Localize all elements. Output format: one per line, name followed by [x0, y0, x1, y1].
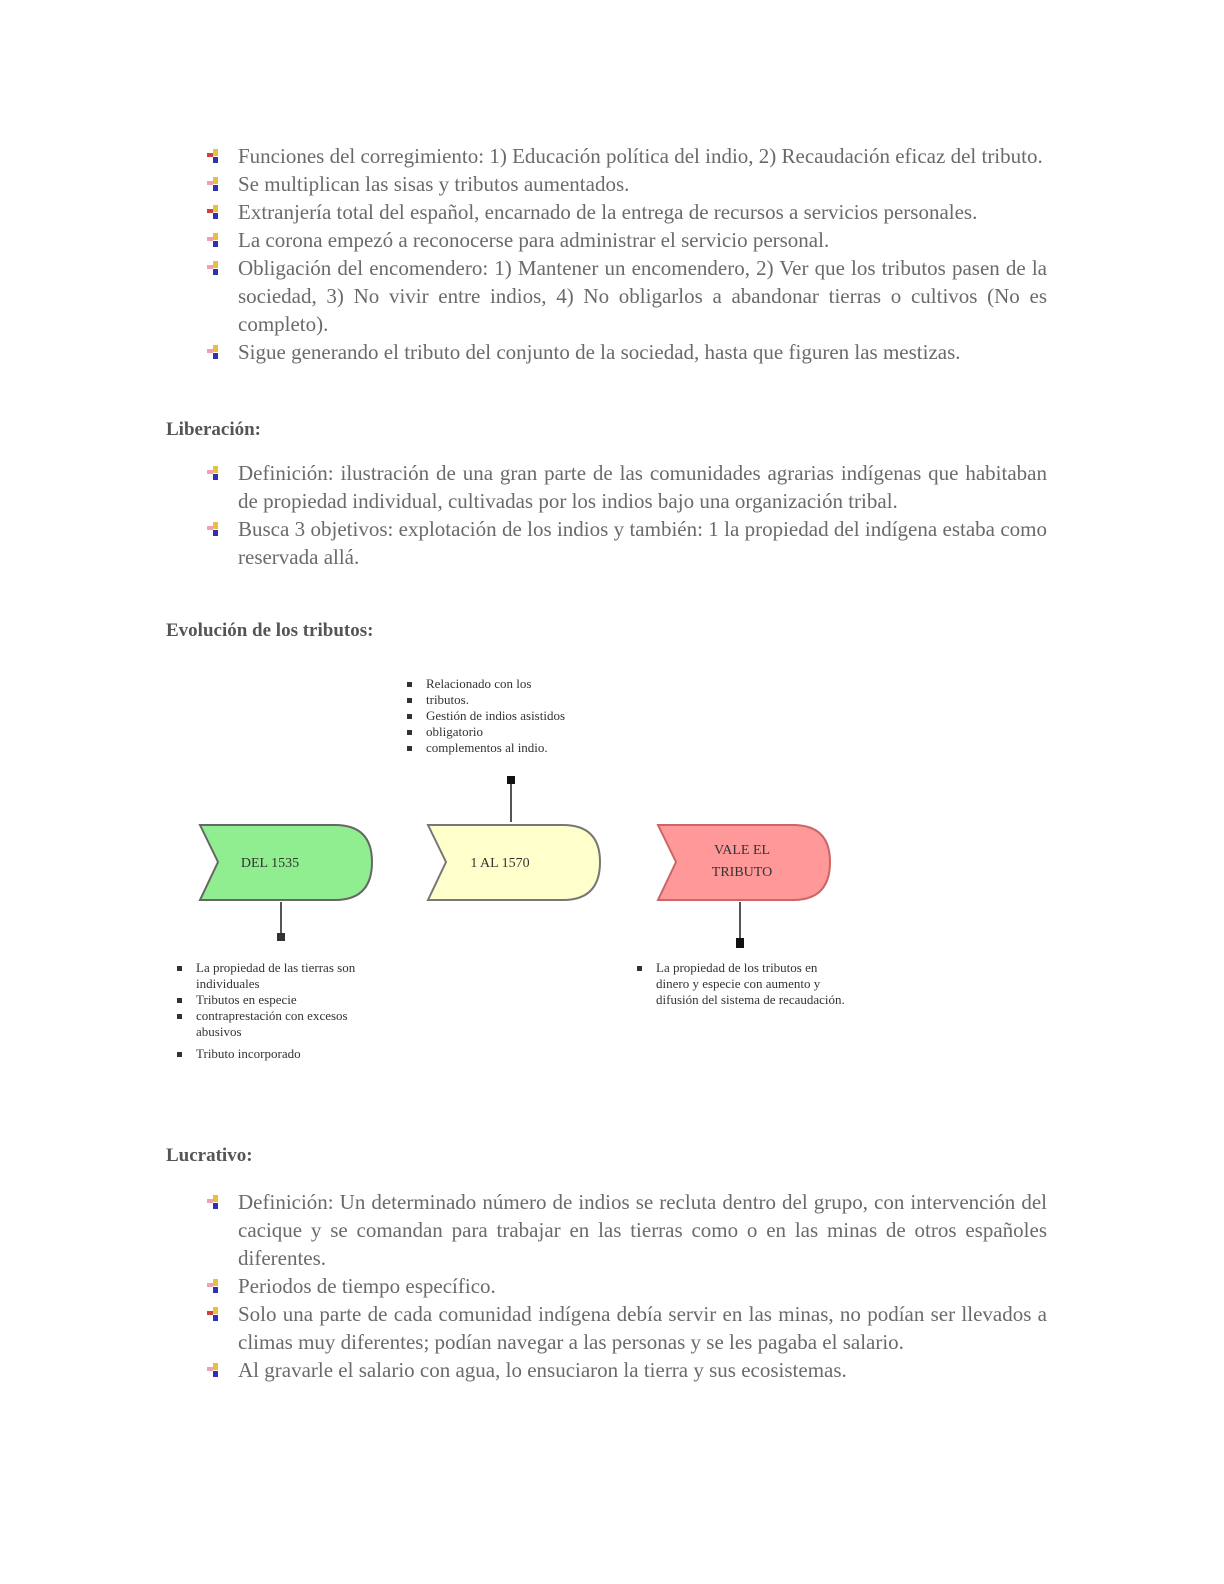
list-item-text: Periodos de tiempo específico.: [238, 1274, 496, 1298]
tribute-evolution-diagram: [0, 650, 1224, 1120]
note-item: Tributo incorporado: [174, 1046, 384, 1062]
list-item-text: Al gravarle el salario con agua, lo ensuciaron la tierra y sus ecosistemas.: [238, 1358, 847, 1382]
connector-top-node: [507, 776, 515, 784]
note-item: complementos al indio.: [404, 740, 629, 756]
bullet-icon: [207, 1361, 219, 1379]
bullet-list-2: [205, 459, 1047, 571]
section-heading-evolucion: Evolución de los tributos:: [166, 620, 374, 641]
connector-left-node: [277, 933, 285, 941]
bullet-icon: [207, 1305, 219, 1323]
list-item: [205, 170, 1047, 198]
list-item-text: Solo una parte de cada comunidad indígena debía servir en las minas, no podían ser llevados a climas muy diferentes; podían navegar a las personas y se les pagaba el salario.: [238, 1302, 1047, 1354]
bullet-icon: [207, 343, 219, 361]
bullet-icon: [207, 231, 219, 249]
bullet-icon: [207, 464, 219, 482]
bullet-icon: [207, 1193, 219, 1211]
bullet-icon: [207, 520, 219, 538]
list-item: [205, 1300, 1047, 1356]
bullet-icon: [207, 1277, 219, 1295]
list-item-text: Definición: Un determinado número de indios se recluta dentro del grupo, con intervención del cacique y se comandan para trabajar en las tierras como o en las minas de otros españoles diferentes.: [238, 1190, 1047, 1270]
note-item: contraprestación con excesos abusivos: [174, 1008, 384, 1040]
list-item-text: Funciones del corregimiento: 1) Educación política del indio, 2) Recaudación eficaz del tributo.: [238, 144, 1043, 168]
list-item-text: Extranjería total del español, encarnado de la entrega de recursos a servicios personales.: [238, 200, 978, 224]
list-item-text: Definición: ilustración de una gran parte de las comunidades agrarias indígenas que habitaban de propiedad individual, cultivadas por los indios bajo una organización tribal.: [238, 461, 1047, 513]
list-item: [205, 1188, 1047, 1272]
list-item: [205, 338, 1047, 366]
list-item: [205, 142, 1047, 170]
shape-left-label: DEL 1535: [240, 856, 300, 871]
bullet-list-3: [205, 1188, 1047, 1384]
shape-right-label-1: VALE EL: [713, 843, 771, 858]
list-item: [205, 198, 1047, 226]
list-item-text: La corona empezó a reconocerse para administrar el servicio personal.: [238, 228, 830, 252]
bullet-icon: [207, 259, 219, 277]
section-heading-lucro: Lucrativo:: [166, 1145, 253, 1166]
bullet-icon: [207, 147, 219, 165]
list-item: [205, 254, 1047, 338]
list-item-text: Sigue generando el tributo del conjunto de la sociedad, hasta que figuren las mestizas.: [238, 340, 961, 364]
note-item: La propiedad de los tributos en dinero y especie con aumento y difusión del sistema de recaudación.: [634, 960, 849, 1008]
list-item: [205, 515, 1047, 571]
note-item: tributos.: [404, 692, 629, 708]
section-heading-resguardo: Liberación:: [166, 419, 261, 440]
note-item: Relacionado con los: [404, 676, 629, 692]
list-item: [205, 226, 1047, 254]
note-item: Tributos en especie: [174, 992, 384, 1008]
shape-right-label-2: TRIBUTO: [711, 865, 773, 880]
note-item: La propiedad de las tierras son individuales: [174, 960, 384, 992]
right-notes: [634, 960, 849, 1008]
bullet-list-1: [205, 142, 1047, 366]
list-item: [205, 1272, 1047, 1300]
note-item: Gestión de indios asistidos: [404, 708, 629, 724]
list-item-text: Se multiplican las sisas y tributos aumentados.: [238, 172, 630, 196]
bullet-icon: [207, 175, 219, 193]
left-notes: [174, 960, 384, 1062]
top-notes: [404, 676, 629, 756]
list-item: [205, 1356, 1047, 1384]
list-item-text: Busca 3 objetivos: explotación de los indios y también: 1 la propiedad del indígena estaba como reservada allá.: [238, 517, 1047, 569]
bullet-icon: [207, 203, 219, 221]
shape-middle-label: 1 AL 1570: [470, 856, 530, 871]
shape-right: [658, 825, 830, 900]
list-item-text: Obligación del encomendero: 1) Mantener un encomendero, 2) Ver que los tributos pasen de la sociedad, 3) No vivir entre indios, 4) No obligarlos a abandonar tierras o cultivos (No es completo).: [238, 256, 1047, 336]
list-item: [205, 459, 1047, 515]
note-item: obligatorio: [404, 724, 629, 740]
connector-right-node: [736, 938, 744, 948]
